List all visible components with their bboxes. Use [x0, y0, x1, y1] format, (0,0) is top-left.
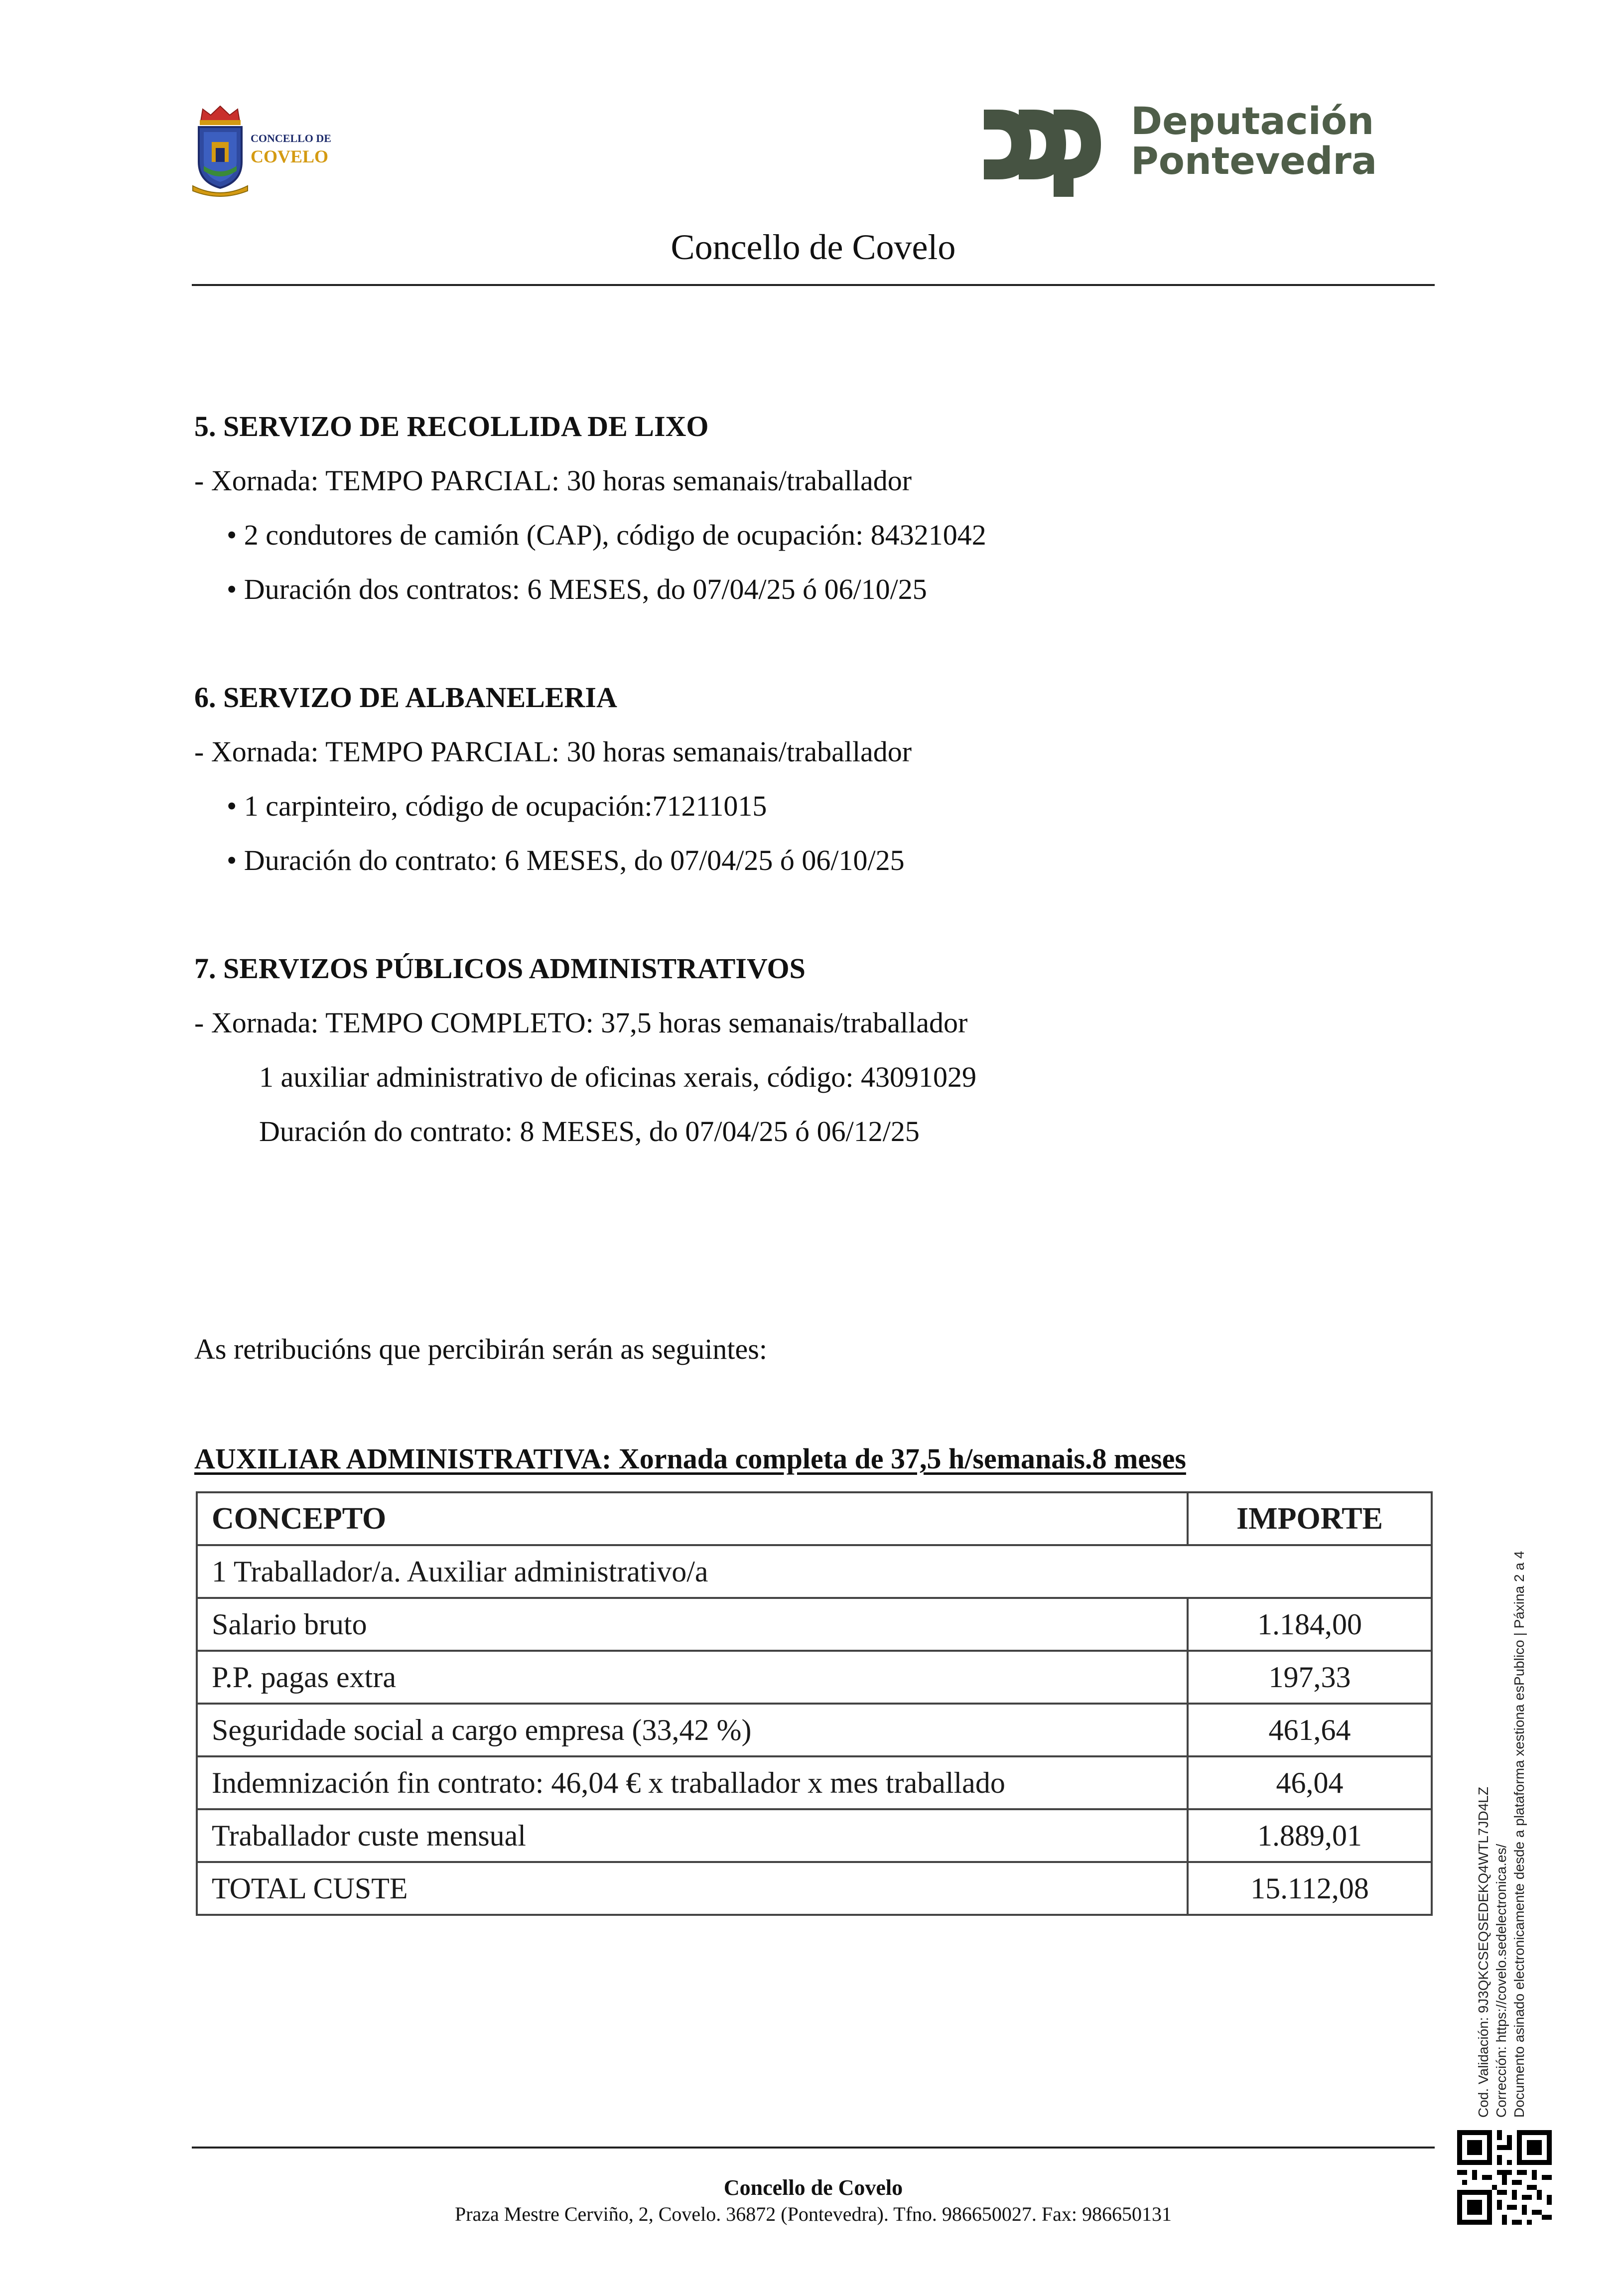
logo-text-deputacion: Deputación — [1131, 99, 1374, 143]
section-6-xornada: - Xornada: TEMPO PARCIAL: 30 horas semanais/traballador — [194, 735, 912, 768]
row-concept: Traballador custe mensual — [197, 1809, 1188, 1862]
header-concepto: CONCEPTO — [197, 1492, 1188, 1545]
section-heading-albaneleria: 6. SERVIZO DE ALBANELERIA — [194, 681, 617, 714]
header-importe: IMPORTE — [1188, 1492, 1432, 1545]
section-heading-recollida-lixo: 5. SERVIZO DE RECOLLIDA DE LIXO — [194, 410, 709, 442]
row-concept: TOTAL CUSTE — [197, 1862, 1188, 1915]
table-header-row — [197, 1492, 1432, 1545]
coat-of-arms-icon — [192, 102, 249, 197]
header-divider — [192, 284, 1435, 286]
page-title: Concello de Covelo — [671, 227, 956, 267]
row-amount: 197,33 — [1188, 1651, 1432, 1704]
row-concept: Indemnización fin contrato: 46,04 € x traballador x mes traballado — [197, 1756, 1188, 1809]
footer-address: Praza Mestre Cerviño, 2, Covelo. 36872 (Pontevedra). Tfno. 986650027. Fax: 986650131 — [454, 2203, 1172, 2225]
row-concept: Seguridade social a cargo empresa (33,42 %) — [197, 1704, 1188, 1756]
validation-code: Cod. Validación: 9J3QKCSEQSEDEKQ4WTL7JD4LZ — [1476, 1787, 1491, 2118]
table-title: AUXILIAR ADMINISTRATIVA: Xornada completa de 37,5 h/semanais.8 meses — [194, 1442, 1186, 1475]
footer-title: Concello de Covelo — [723, 2175, 903, 2200]
footer-divider — [192, 2147, 1435, 2149]
concello-covelo-logo — [192, 102, 356, 197]
logo-text-concello-de: CONCELLO DE — [251, 132, 331, 144]
row-amount: 461,64 — [1188, 1704, 1432, 1756]
qr-code-icon[interactable] — [1457, 2130, 1552, 2225]
logo-text-pontevedra: Pontevedra — [1131, 139, 1377, 183]
section-6-item-1: • 1 carpinteiro, código de ocupación:71211015 — [227, 790, 767, 822]
section-7-xornada: - Xornada: TEMPO COMPLETO: 37,5 horas semanais/traballador — [194, 1006, 968, 1039]
logo-text-covelo: COVELO — [251, 146, 329, 166]
table-row — [197, 1598, 1432, 1651]
row-concept: P.P. pagas extra — [197, 1651, 1188, 1704]
section-5-item-1: • 2 condutores de camión (CAP), código de ocupación: 84321042 — [227, 519, 986, 551]
row-amount: 1.889,01 — [1188, 1809, 1432, 1862]
verification-url: Corrección: https://covelo.sedelectronica.es/ — [1493, 1844, 1509, 2118]
row-amount: 15.112,08 — [1188, 1862, 1432, 1915]
cost-table — [196, 1491, 1433, 1916]
signature-note: Documento asinado electronicamente desde a plataforma xestiona esPublico | Páxina 2 a 4 — [1511, 1551, 1527, 2118]
table-row — [197, 1809, 1432, 1862]
section-5-xornada: - Xornada: TEMPO PARCIAL: 30 horas semanais/traballador — [194, 464, 912, 497]
table-row — [197, 1756, 1432, 1809]
table-row-total — [197, 1862, 1432, 1915]
section-6-item-2: • Duración do contrato: 6 MESES, do 07/04/25 ó 06/10/25 — [227, 844, 905, 876]
table-row — [197, 1651, 1432, 1704]
section-5-item-2: • Duración dos contratos: 6 MESES, do 07/04/25 ó 06/10/25 — [227, 573, 927, 605]
table-row — [197, 1704, 1432, 1756]
retribucions-intro: As retribucións que percibirán serán as seguintes: — [194, 1333, 767, 1365]
validation-side-text — [1475, 1551, 1528, 2118]
row-amount: 46,04 — [1188, 1756, 1432, 1809]
row-concept: Salario bruto — [197, 1598, 1188, 1651]
section-heading-servizos-publicos: 7. SERVIZOS PÚBLICOS ADMINISTRATIVOS — [194, 952, 806, 985]
deputacion-mark-icon — [984, 90, 1113, 199]
row-amount: 1.184,00 — [1188, 1598, 1432, 1651]
section-7-item-1: 1 auxiliar administrativo de oficinas xerais, código: 43091029 — [259, 1061, 977, 1093]
group-row-label: 1 Traballador/a. Auxiliar administrativo/a — [197, 1545, 1432, 1598]
section-7-item-2: Duración do contrato: 8 MESES, do 07/04/25 ó 06/12/25 — [259, 1115, 920, 1148]
table-group-row — [197, 1545, 1432, 1598]
deputacion-pontevedra-logo — [984, 90, 1377, 199]
